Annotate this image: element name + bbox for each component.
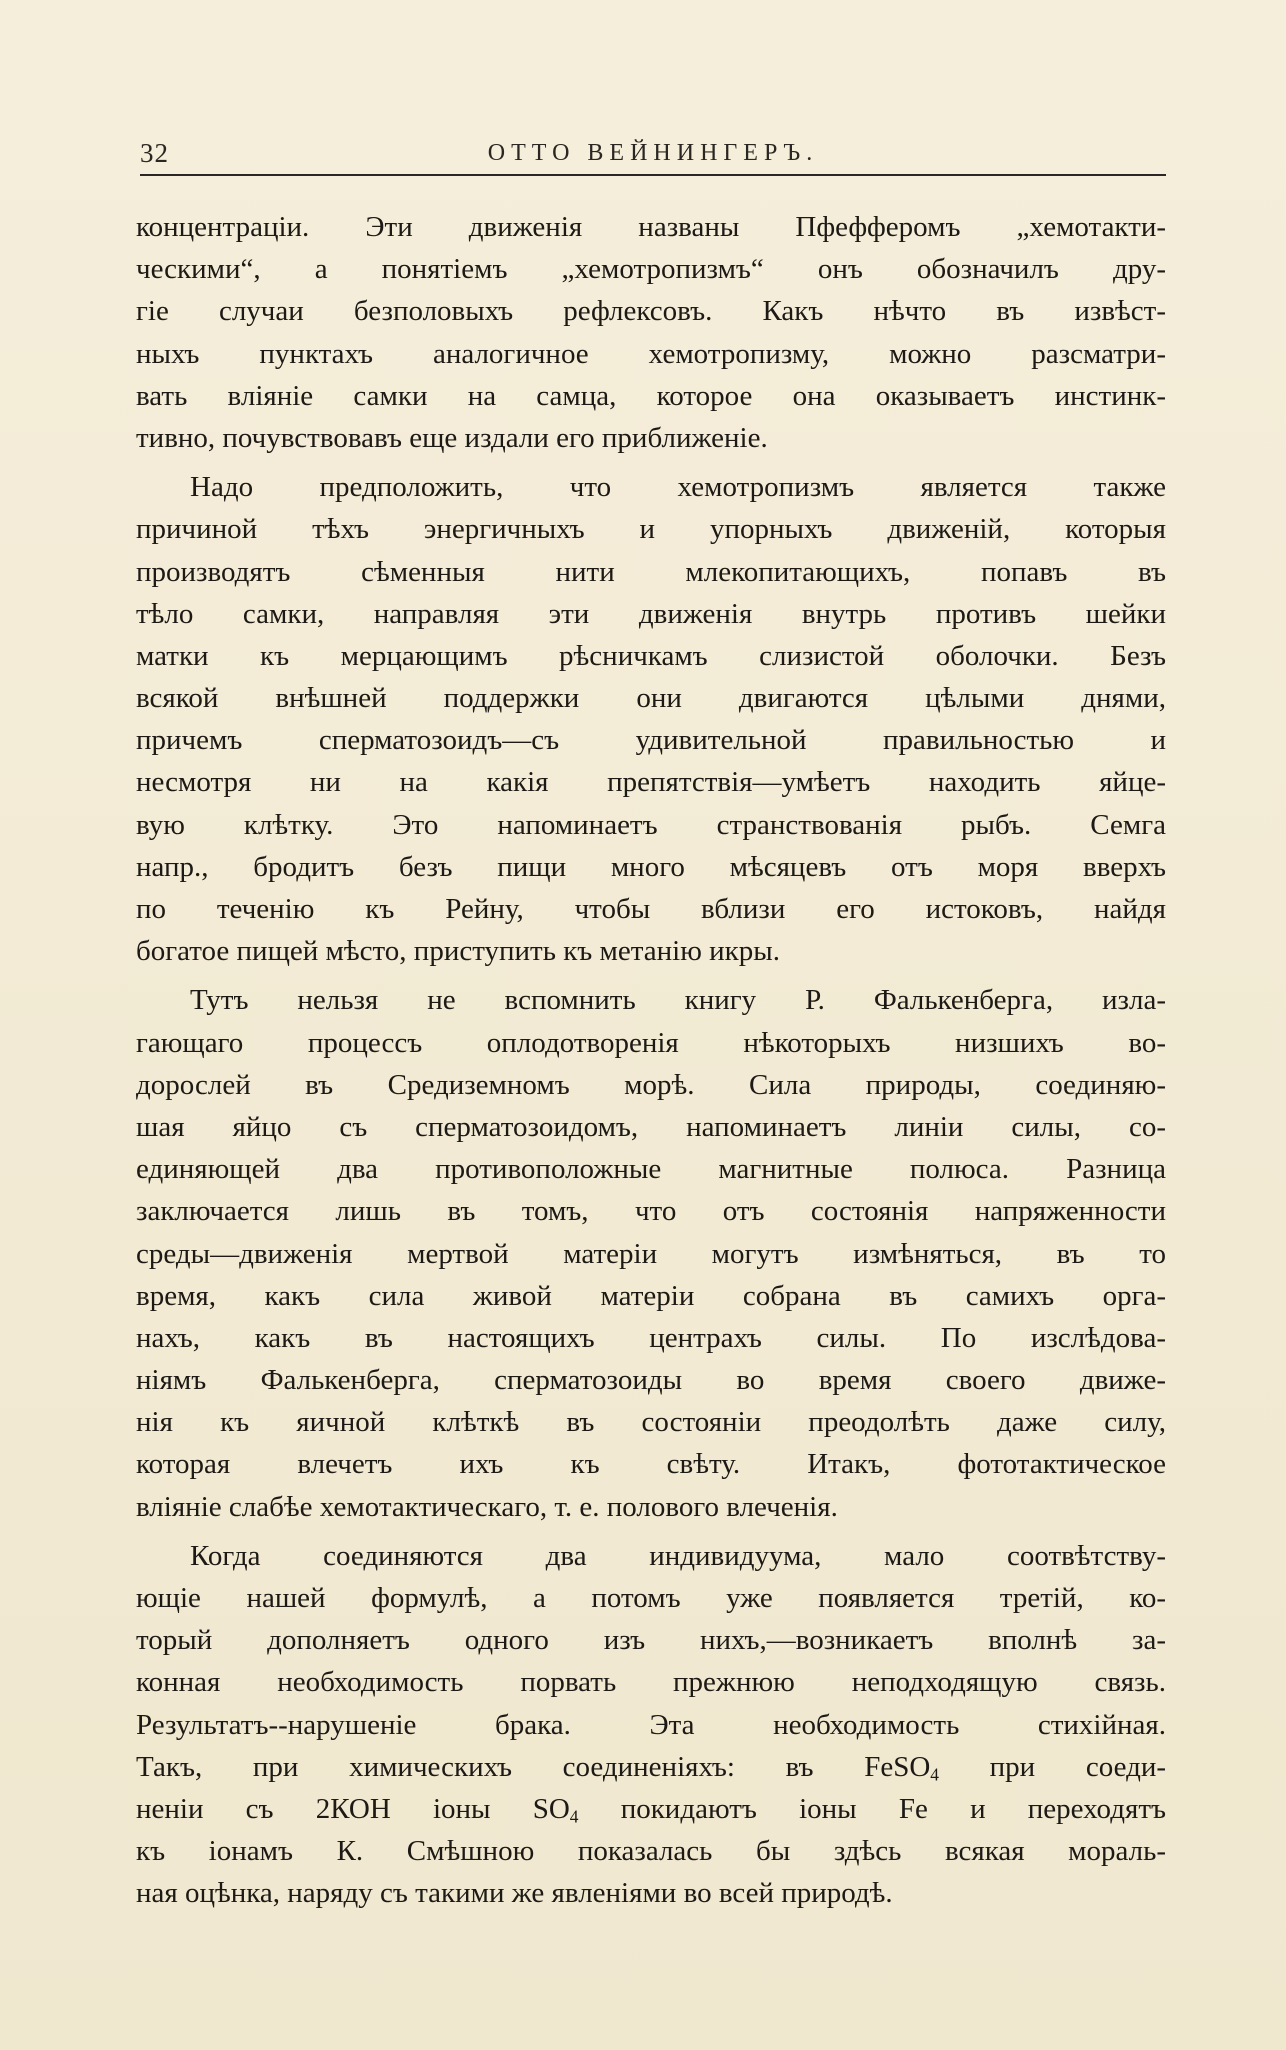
text-line: причемъ сперматозоидъ—съ удивительной правильностью и	[136, 724, 1166, 757]
text-line: единяющей два противоположные магнитные полюса. Разница	[136, 1153, 1166, 1186]
text-line: которая влечетъ ихъ къ свѣту. Итакъ, фототактическое	[136, 1448, 1166, 1481]
text-line: заключается лишь въ томъ, что отъ состоянія напряженности	[136, 1195, 1166, 1228]
paragraph-gap	[136, 972, 1166, 979]
text-line: гіе случаи безполовыхъ рефлексовъ. Какъ нѣчто въ извѣст-	[136, 295, 1166, 328]
text-line: всякой внѣшней поддержки они двигаются цѣлыми днями,	[136, 682, 1166, 715]
text-line: ческими“, а понятіемъ „хемотропизмъ“ онъ обозначилъ дру-	[136, 253, 1166, 286]
text-line: нахъ, какъ въ настоящихъ центрахъ силы. По изслѣдова-	[136, 1321, 1166, 1354]
text-line: неніи съ 2КОН іоны $SO_4$ покидаютъ іоны Fe и переходятъ	[136, 1792, 1166, 1827]
text-line: Когда соединяются два индивидуума, мало соотвѣтству-	[190, 1539, 1166, 1572]
text-line: несмотря ни на какія препятствія—умѣетъ находить яйце-	[136, 766, 1166, 799]
text-line: ныхъ пунктахъ аналогичное хемотропизму, можно разсматри-	[136, 337, 1166, 370]
text-line: нія къ яичной клѣткѣ въ состояніи преодолѣть даже силу,	[136, 1406, 1166, 1439]
text-line: вать вліяніе самки на самца, которое она оказываетъ инстинк-	[136, 379, 1166, 412]
text-line: вую клѣтку. Это напоминаетъ странствованія рыбъ. Семга	[136, 808, 1166, 841]
body-text	[136, 206, 1166, 1915]
text-line: къ іонамъ К. Смѣшною показалась бы здѣсь всякая мораль-	[136, 1835, 1166, 1868]
text-line: концентраціи. Эти движенія названы Пфефферомъ „хемотакти-	[136, 211, 1166, 243]
text-line: Тутъ нельзя не вспомнить книгу Р. Фалькенберга, изла-	[190, 984, 1166, 1017]
paragraph-gap	[136, 459, 1166, 466]
page-header	[140, 138, 1166, 172]
text-line: Надо предположить, что хемотропизмъ является также	[190, 471, 1166, 504]
text-line: ющіе нашей формулѣ, а потомъ уже появляется третій, ко-	[136, 1582, 1166, 1614]
paragraph	[136, 466, 1166, 972]
text-line: богатое пищей мѣсто, приступить къ метанію икры.	[136, 935, 780, 968]
text-line: производятъ сѣменныя нити млекопитающихъ, попавъ въ	[136, 555, 1166, 588]
paragraph	[136, 979, 1166, 1527]
paragraph	[136, 206, 1166, 459]
text-line: торый дополняетъ одного изъ нихъ,—возникаетъ вполнѣ за-	[136, 1624, 1166, 1657]
text-line: среды—движенія мертвой матеріи могутъ измѣняться, въ то	[136, 1237, 1166, 1270]
text-line: напр., бродитъ безъ пищи много мѣсяцевъ отъ моря вверхъ	[136, 850, 1166, 883]
text-line: тивно, почувствовавъ еще издали его приближеніе.	[136, 421, 768, 454]
text-line: вліяніе слабѣе хемотактическаго, т. е. полового влеченія.	[136, 1490, 838, 1523]
page-number: 32	[140, 138, 169, 168]
text-line: ная оцѣнка, наряду съ такими же явленіями во всей природѣ.	[136, 1877, 893, 1910]
text-line: ніямъ Фалькенберга, сперматозоиды во время своего движе-	[136, 1364, 1166, 1397]
text-line: время, какъ сила живой матеріи собрана въ самихъ орга-	[136, 1279, 1166, 1312]
text-line: причиной тѣхъ энергичныхъ и упорныхъ движеній, которыя	[136, 513, 1166, 546]
text-line: шая яйцо съ сперматозоидомъ, напоминаетъ линіи силы, со-	[136, 1110, 1166, 1143]
header-rule	[140, 174, 1166, 176]
text-line: гающаго процессъ оплодотворенія нѣкоторыхъ низшихъ во-	[136, 1026, 1166, 1059]
paragraph-gap	[136, 1528, 1166, 1535]
text-line: дорослей въ Средиземномъ морѣ. Сила природы, соединяю-	[136, 1068, 1166, 1101]
running-title: ОТТО ВЕЙНИНГЕРЪ.	[487, 140, 819, 166]
text-line: тѣло самки, направляя эти движенія внутрь противъ шейки	[136, 597, 1166, 630]
text-line: по теченію къ Рейну, чтобы вблизи его истоковъ, найдя	[136, 893, 1166, 925]
text-line: Результатъ--нарушеніе брака. Эта необходимость стихійная.	[136, 1708, 1166, 1741]
text-line: матки къ мерцающимъ рѣсничкамъ слизистой оболочки. Безъ	[136, 639, 1166, 672]
paragraph	[136, 1535, 1166, 1915]
text-line: конная необходимость порвать прежнюю неподходящую связь.	[136, 1666, 1166, 1699]
text-line: Такъ, при химическихъ соединеніяхъ: въ FeSO$_4$ при соеди-	[136, 1750, 1166, 1785]
